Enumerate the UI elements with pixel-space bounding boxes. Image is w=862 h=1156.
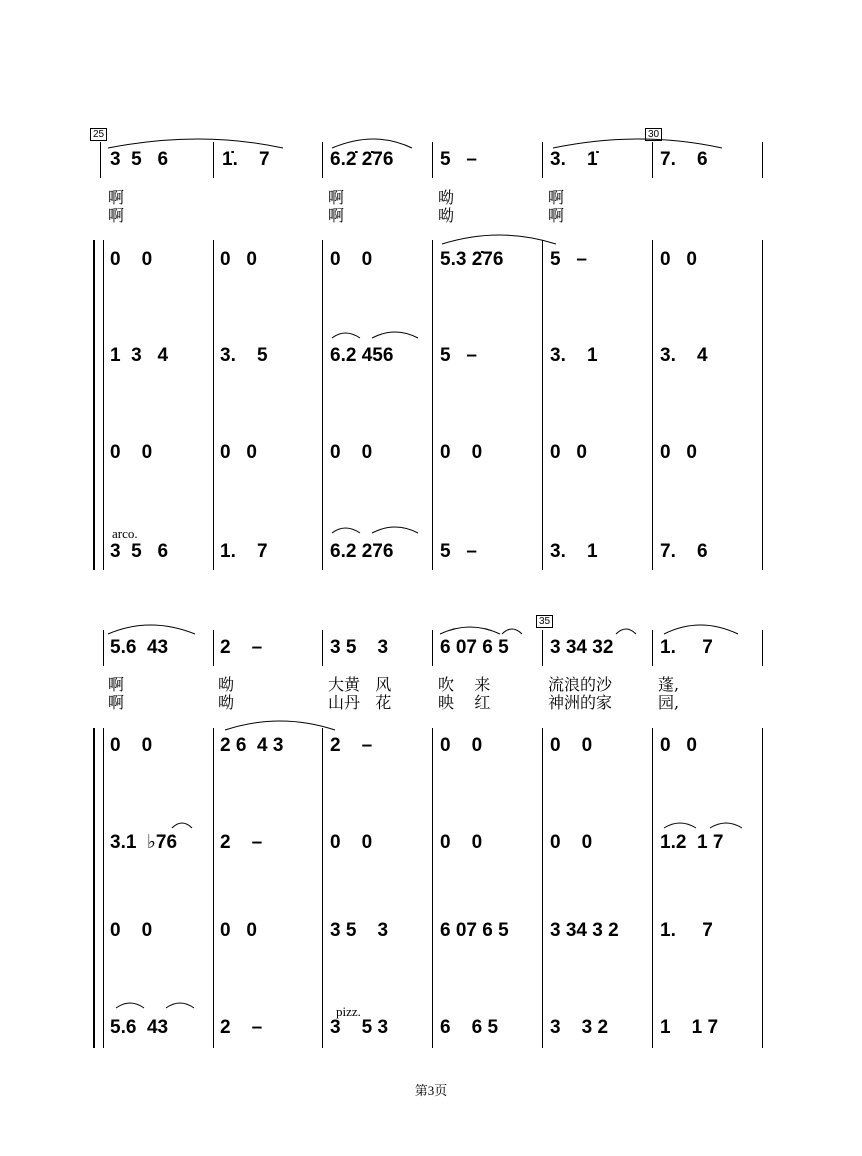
staff5-measure: 7. 6 [660, 541, 708, 562]
voice-measure-33: 3 5 3 [330, 637, 389, 658]
page-number: 第3页 [414, 1083, 448, 1098]
lyric-2: 啊 [548, 206, 565, 225]
staff5-measure: 2 – [220, 1017, 263, 1038]
staff5-measure: 3 5 3 [330, 1017, 389, 1038]
staff4-measure: 1. 7 [660, 920, 713, 941]
lyric-1: 流浪的沙 [548, 675, 613, 694]
staff4-measure: 3 34 3 2 [550, 920, 619, 941]
staff2-measure: 0 0 [330, 249, 373, 270]
staff2-measure: 0 0 [110, 249, 153, 270]
staff2-measure: 0 0 [550, 735, 593, 756]
lyric-1: 蓬, [658, 675, 680, 694]
staff5-measure: 6.2 276 [330, 541, 394, 562]
pizz-marking: pizz. [336, 1004, 361, 1019]
staff4-measure: 3 5 3 [330, 920, 389, 941]
staff5-measure: 1 1 7 [660, 1017, 719, 1038]
staff5-measure: 5 – [440, 541, 477, 562]
staff5-measure: 1. 7 [220, 541, 268, 562]
voice-measure-26: 1̇. 7 [222, 149, 270, 170]
lyric-1: 啊 [108, 188, 125, 207]
slur-marks [0, 600, 862, 1060]
lyric-1: 呦 [218, 675, 235, 694]
staff3-measure: 3. 4 [660, 345, 708, 366]
voice-measure-36: 1. 7 [660, 637, 713, 658]
lyric-1: 呦 [438, 188, 455, 207]
staff5-measure: 3 5 6 [110, 541, 169, 562]
lyric-1: 吹 来 [438, 675, 491, 694]
staff2-measure: 0 0 [660, 249, 697, 270]
staff3-measure: 3. 1 [550, 345, 598, 366]
staff4-measure: 0 0 [660, 442, 697, 463]
voice-measure-27: 6.2̇ 2̇76 [330, 149, 394, 170]
staff2-measure: 5.3 2̇76 [440, 249, 504, 270]
lyric-2: 呦 [218, 693, 235, 712]
lyric-2: 神洲的家 [548, 693, 613, 712]
voice-measure-35: 3 34 32 [550, 637, 614, 658]
staff2-measure: 0 0 [110, 735, 153, 756]
voice-measure-29: 3. 1̇ [550, 149, 598, 170]
staff3-measure: 1.2 1 7 [660, 832, 724, 853]
staff5-measure: 3 3 2 [550, 1017, 609, 1038]
staff3-measure: 2 – [220, 832, 263, 853]
lyric-2: 映 红 [438, 693, 491, 712]
staff4-measure: 0 0 [550, 442, 587, 463]
staff2-measure: 0 0 [660, 735, 697, 756]
staff4-measure: 0 0 [110, 442, 153, 463]
voice-measure-31: 5.6 43 [110, 637, 169, 658]
measure-number-30: 30 [645, 128, 662, 141]
staff3-measure: 0 0 [440, 832, 483, 853]
staff3-measure: 1 3 4 [110, 345, 169, 366]
staff4-measure: 0 0 [440, 442, 483, 463]
staff3-measure: 0 0 [550, 832, 593, 853]
staff2-measure: 2 6 4 3 [220, 735, 284, 756]
lyric-1: 啊 [328, 188, 345, 207]
arco-marking: arco. [112, 526, 138, 541]
lyric-1: 大黄 风 [328, 675, 392, 694]
voice-measure-30: 7. 6 [660, 149, 708, 170]
voice-measure-25: 3 5 6 [110, 149, 169, 170]
staff5-measure: 5.6 43 [110, 1017, 169, 1038]
measure-number-35: 35 [536, 615, 553, 628]
lyric-1: 啊 [108, 675, 125, 694]
staff2-measure: 5 – [550, 249, 587, 270]
voice-measure-32: 2 – [220, 637, 263, 658]
lyric-2: 园, [658, 693, 680, 712]
voice-measure-28: 5 – [440, 149, 477, 170]
lyric-2: 呦 [438, 206, 455, 225]
staff3-measure: 3. 5 [220, 345, 268, 366]
staff4-measure: 0 0 [110, 920, 153, 941]
staff4-measure: 0 0 [220, 920, 257, 941]
staff4-measure: 0 0 [330, 442, 373, 463]
staff2-measure: 0 0 [220, 249, 257, 270]
voice-measure-34: 6 07 6 5 [440, 637, 509, 658]
measure-number-25: 25 [90, 128, 107, 141]
staff5-measure: 3. 1 [550, 541, 598, 562]
staff4-measure: 6 07 6 5 [440, 920, 509, 941]
staff5-measure: 6 6 5 [440, 1017, 499, 1038]
lyric-2: 啊 [328, 206, 345, 225]
lyric-2: 啊 [108, 693, 125, 712]
staff4-measure: 0 0 [220, 442, 257, 463]
staff3-measure: 5 – [440, 345, 477, 366]
lyric-1: 啊 [548, 188, 565, 207]
staff3-measure: 3.1 ♭76 [110, 832, 178, 853]
staff2-measure: 0 0 [440, 735, 483, 756]
lyric-2: 山丹 花 [328, 693, 392, 712]
lyric-2: 啊 [108, 206, 125, 225]
staff3-measure: 6.2 456 [330, 345, 394, 366]
staff2-measure: 2 – [330, 735, 373, 756]
staff3-measure: 0 0 [330, 832, 373, 853]
